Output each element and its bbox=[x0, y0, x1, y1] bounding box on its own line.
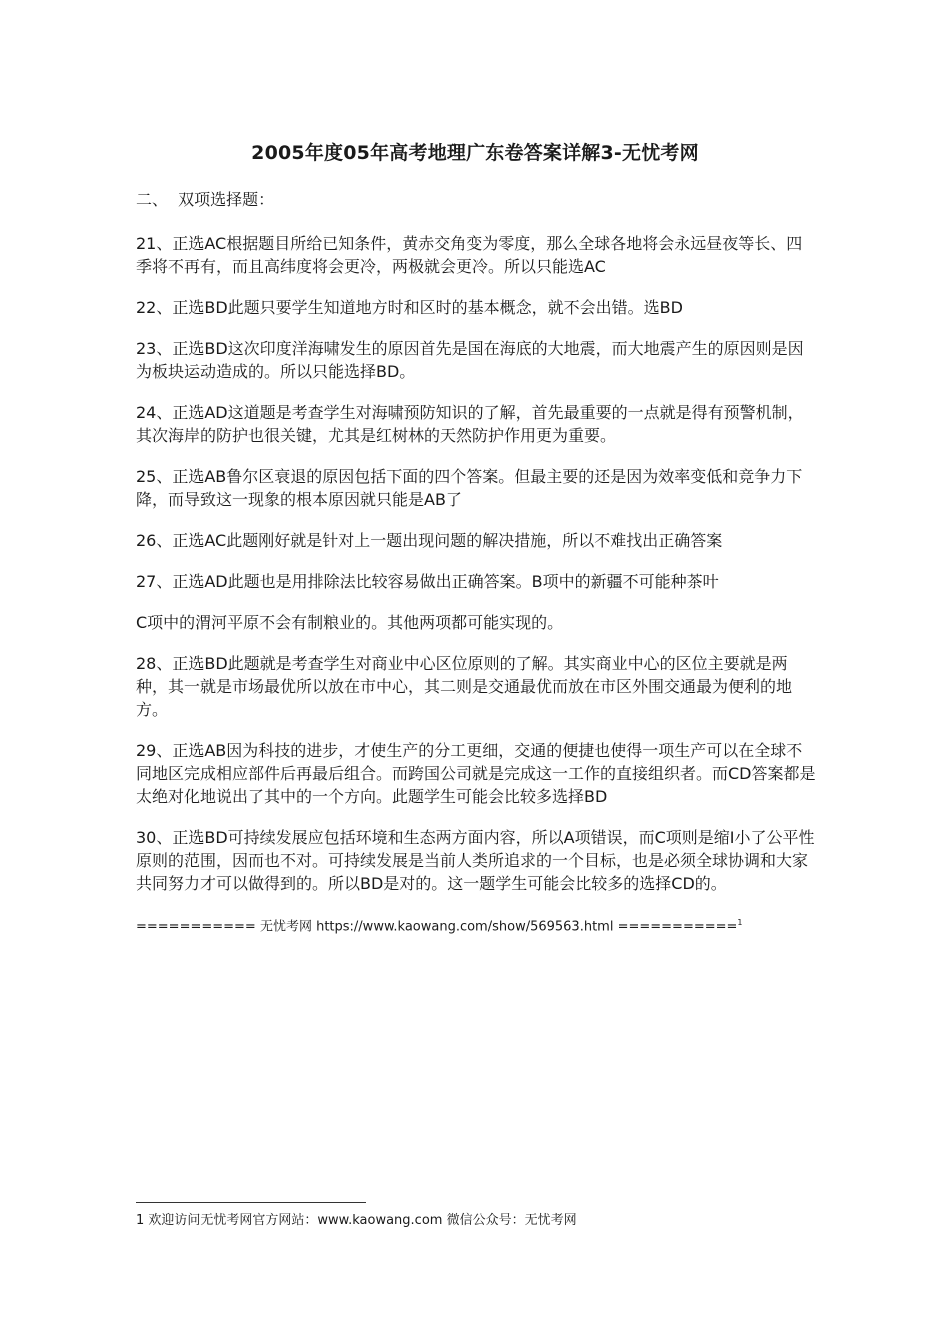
answer-paragraph-23: 23、正选BD这次印度洋海啸发生的原因首先是国在海底的大地震，而大地震产生的原因则是因为板块运动造成的。所以只能选择BD。 bbox=[136, 339, 804, 381]
answer-paragraph-26: 26、正选AC此题刚好就是针对上一题出现问题的解决措施，所以不难找出正确答案 bbox=[136, 531, 723, 550]
answer-paragraph-25: 25、正选AB鲁尔区衰退的原因包括下面的四个答案。但最主要的还是因为效率变低和竞争力下降，而导致这一现象的根本原因就只能是AB了 bbox=[136, 467, 803, 509]
footnote-marker: 1 bbox=[737, 918, 743, 927]
answer-paragraph-24: 24、正选AD这道题是考查学生对海啸预防知识的了解，首先最重要的一点就是得有预警机制，其次海岸的防护也很关键，尤其是红树林的天然防护作用更为重要。 bbox=[136, 403, 804, 445]
answer-paragraph-22: 22、正选BD此题只要学生知道地方时和区时的基本概念，就不会出错。选BD bbox=[136, 298, 683, 317]
answer-paragraph-21: 21、正选AC根据题目所给已知条件，黄赤交角变为零度，那么全球各地将会永远昼夜等长、四季将不再有，而且高纬度将会更冷，两极就会更冷。所以只能选AC bbox=[136, 234, 803, 276]
document-body bbox=[136, 188, 816, 937]
answer-paragraph-28: 28、正选BD此题就是考查学生对商业中心区位原则的了解。其实商业中心的区位主要就是两种，其一就是市场最优所以放在市中心，其二则是交通最优而放在市区外围交通最为便利的地方。 bbox=[136, 654, 793, 719]
answer-paragraph-27-continued: C项中的渭河平原不会有制粮业的。其他两项都可能实现的。 bbox=[136, 613, 564, 632]
document-title: 2005年度05年高考地理广东卷答案详解3-无忧考网 bbox=[251, 142, 699, 164]
footnote-text: 1 欢迎访问无忧考网官方网站：www.kaowang.com 微信公众号：无忧考网 bbox=[136, 1213, 577, 1228]
source-link-text[interactable]: =========== 无忧考网 https://www.kaowang.com/show/569563.html =========== bbox=[136, 919, 738, 935]
footnote-divider bbox=[136, 1202, 366, 1203]
source-line bbox=[136, 913, 816, 937]
section-heading: 二、 双项选择题： bbox=[136, 190, 275, 209]
answer-paragraph-30: 30、正选BD可持续发展应包括环境和生态两方面内容，所以A项错误，而C项则是缩I小了公平性原则的范围，因而也不对。可持续发展是当前人类所追求的一个目标，也是必须全球协调和大家共同努力才可以做得到的。所以BD是对的。这一题学生可能会比较多的选择CD的。 bbox=[136, 828, 815, 893]
answer-paragraph-27: 27、正选AD此题也是用排除法比较容易做出正确答案。B项中的新疆不可能种茶叶 bbox=[136, 572, 719, 591]
answer-paragraph-29: 29、正选AB因为科技的进步，才使生产的分工更细，交通的便捷也使得一项生产可以在全球不同地区完成相应部件后再最后组合。而跨国公司就是完成这一工作的直接组织者。而CD答案都是太绝对化地说出了其中的一个方向。此题学生可能会比较多选择BD bbox=[136, 741, 816, 806]
